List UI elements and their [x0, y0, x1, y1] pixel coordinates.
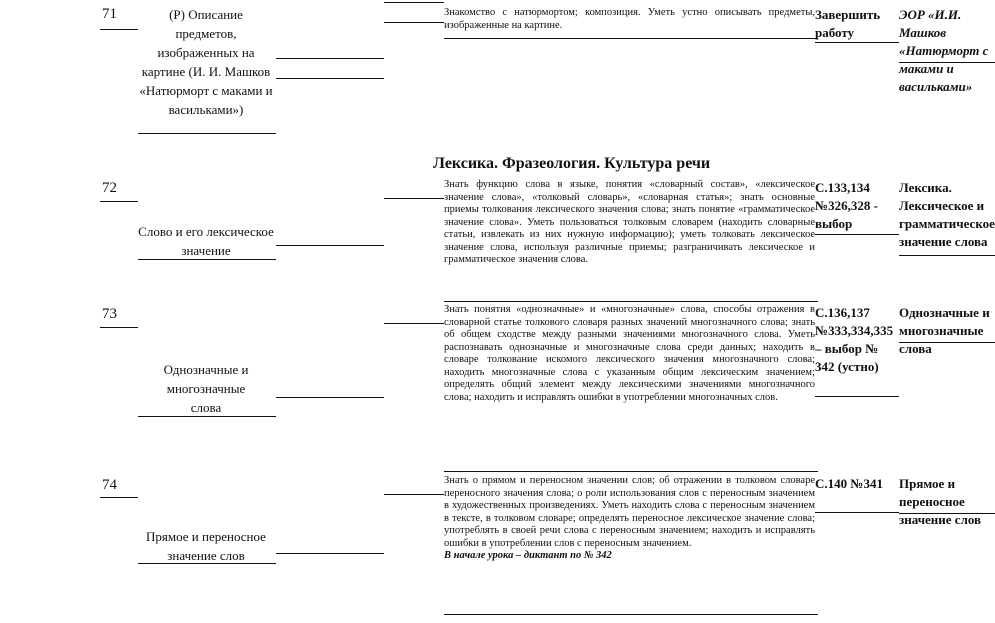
requirements-cell: Знать понятия «однозначные» и «многозначные» слова, способы отражения в словарной статье толкового словаря разных значений многозначного слова; знать об общем сходстве между разными значениями многозначного слова. Уметь распознавать однозначные и многозначные слова среди данных; находить в словаре толкование искомого лексического значения многозначного слова; находить многозначные слова с указанным общим лексическим значением; определять общий элемент между лексическими значениями многозначного слова; находить и исправлять ошибки в употреблении многозначных слов. [444, 304, 815, 403]
requirements-cell: Знакомство с натюрмортом; композиция. Уметь устно описывать предметы, изображенные на картине. [444, 7, 815, 31]
resources-text: ЭОР «И.И. Машков «Натюрморт с маками и васильками» [899, 7, 989, 94]
row-divider [384, 494, 444, 495]
topic-cell: (Р) Описание предметов, изображенных на картине (И. И. Машков «Натюрморт с маками и васильками») [139, 7, 273, 117]
row-divider [100, 201, 138, 202]
row-divider [100, 327, 138, 328]
row-divider [815, 42, 899, 43]
row-divider [384, 22, 444, 23]
row-divider [384, 323, 444, 324]
row-divider [815, 512, 899, 513]
row-number: 73 [102, 306, 117, 322]
row-divider [899, 255, 995, 256]
topic-cell: Слово и его лексическое значение [138, 224, 274, 258]
row-number: 71 [102, 6, 117, 22]
topic-cell: Однозначные и многозначные слова [163, 362, 249, 415]
row-divider [899, 62, 995, 63]
row-divider [815, 396, 899, 397]
resources-cell [899, 6, 995, 94]
homework-cell: С.140 №341 [815, 476, 883, 491]
row-divider [138, 133, 276, 134]
row-divider [138, 259, 276, 260]
row-divider [444, 471, 818, 472]
homework-cell: С.133,134 №326,328 - выбор [815, 180, 878, 231]
row-divider [384, 198, 444, 199]
requirements-cell [444, 475, 815, 563]
row-divider [899, 342, 995, 343]
resources-cell [899, 475, 995, 527]
topic-cell: Прямое и переносное значение слов [146, 529, 266, 563]
resources-text: Лексика. Лексическое и грамматическое значение слова [899, 180, 995, 249]
row-divider [444, 614, 818, 615]
requirements-note: В начале урока – диктант по № 342 [444, 550, 612, 561]
row-divider [276, 58, 384, 59]
row-divider [100, 497, 138, 498]
requirements-text: Знать о прямом и переносном значении слов; об отражении в толковом словаре переносного значения слова; о роли использования слов с переносным значением в художественных произведениях. Уметь находить слова с переносным значением в тексте, в толковом словаре; определять переносное лексическое значение слова; употреблять в своей речи слова с переносным значением; находить и исправлять ошибки в употреблении слов с переносным значением. [444, 475, 815, 549]
row-divider [100, 29, 138, 30]
homework-cell: С.136,137 №333,334,335 – выбор № 342 (устно) [815, 305, 894, 374]
row-divider [276, 78, 384, 79]
row-divider [276, 397, 384, 398]
row-divider [444, 301, 818, 302]
row-number: 72 [102, 180, 117, 196]
row-divider [384, 2, 444, 3]
row-divider [899, 513, 995, 514]
row-divider [276, 245, 384, 246]
row-divider [815, 234, 899, 235]
resources-cell [899, 179, 995, 253]
section-title: Лексика. Фразеология. Культура речи [433, 155, 711, 172]
row-divider [276, 553, 384, 554]
requirements-cell: Знать функцию слова в языке, понятия «словарный состав», «лексическое значение слова», «толковый словарь», «словарная статья»; знать основные приемы толкования лексического значения слова; знать понятие «грамматическое значение слова». Уметь пользоваться толковым словарем (находить словарные статьи, извлекать из них нужную информацию); уметь толковать лексическое значение слова, используя различные приемы; разграничивать лексическое и грамматическое значения слова. [444, 179, 815, 265]
row-divider [444, 38, 818, 39]
resources-text: Прямое и переносное значение слов [899, 476, 982, 527]
homework-cell: Завершить работу [815, 7, 881, 40]
resources-cell [899, 304, 995, 356]
resources-text: Однозначные и многозначные слова [899, 305, 990, 356]
row-divider [138, 563, 276, 564]
row-number: 74 [102, 477, 117, 493]
row-divider [138, 416, 276, 417]
